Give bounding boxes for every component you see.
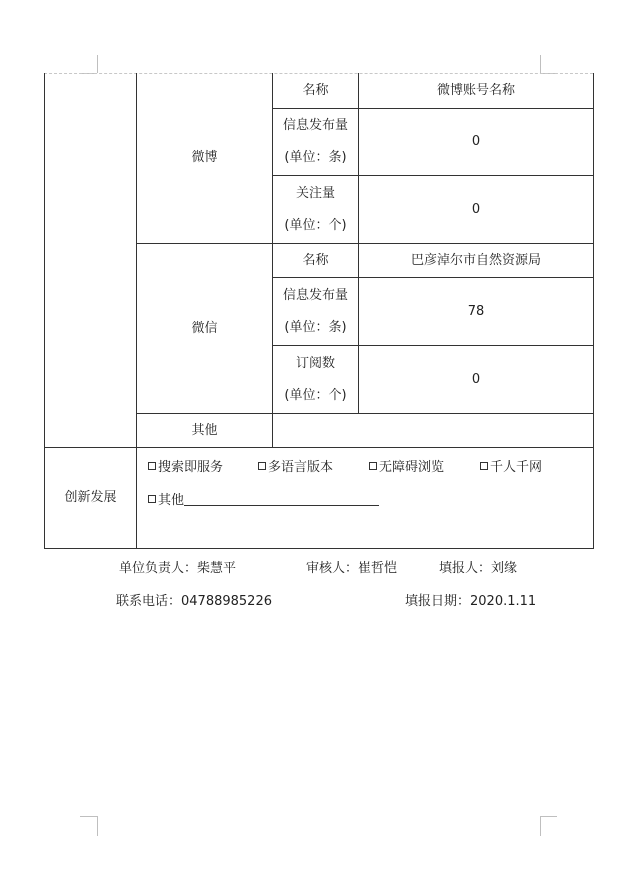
- option-other[interactable]: 其他: [148, 489, 379, 508]
- checkbox-icon: [258, 462, 266, 470]
- weibo-followers-header: 关注量 (单位：个): [272, 175, 359, 244]
- weibo-name-value: 微博账号名称: [358, 73, 594, 109]
- wechat-subscribers-value: 0: [358, 345, 594, 414]
- fill-date: 填报日期：2020.1.11: [405, 594, 537, 609]
- option-multilingual[interactable]: 多语言版本: [258, 456, 333, 475]
- option-accessible-browsing[interactable]: 无障碍浏览: [369, 456, 444, 475]
- checkbox-icon: [148, 462, 156, 470]
- weibo-name-header: 名称: [272, 73, 359, 109]
- other-label-cell: 其他: [136, 413, 273, 448]
- crop-mark-top-left: [97, 55, 98, 73]
- weibo-posts-value: 0: [358, 108, 594, 176]
- crop-mark-bottom-left-h: [80, 816, 97, 817]
- wechat-label: 微信: [191, 320, 218, 336]
- crop-mark-bottom-right-h: [540, 816, 557, 817]
- wechat-name-value: 巴彦淖尔市自然资源局: [358, 243, 594, 278]
- weibo-posts-header: 信息发布量 (单位：条): [272, 108, 359, 176]
- wechat-name-header: 名称: [272, 243, 359, 278]
- filler: 填报人：刘缘: [439, 561, 518, 576]
- weibo-followers-value: 0: [358, 175, 594, 244]
- option-thousand-sites[interactable]: 千人千网: [480, 456, 542, 475]
- crop-mark-bottom-right: [540, 816, 541, 836]
- left-category-cell: [44, 73, 137, 448]
- checkbox-icon: [369, 462, 377, 470]
- wechat-posts-header: 信息发布量 (单位：条): [272, 277, 359, 346]
- other-fill-line: [184, 493, 379, 506]
- other-value-cell: [272, 413, 594, 448]
- checkbox-icon: [148, 495, 156, 503]
- weibo-label: 微博: [191, 150, 218, 165]
- contact-phone: 联系电话：04788985226: [116, 594, 272, 609]
- wechat-label-cell: [136, 243, 273, 414]
- wechat-posts-value: 78: [358, 277, 594, 346]
- checkbox-icon: [480, 462, 488, 470]
- wechat-subscribers-header: 订阅数 (单位：个): [272, 345, 359, 414]
- responsible-person: 单位负责人：柴慧平: [119, 561, 237, 576]
- option-search-service[interactable]: 搜索即服务: [148, 456, 223, 475]
- crop-mark-top-right: [540, 55, 541, 73]
- reviewer: 审核人：崔哲恺: [306, 561, 398, 576]
- innovation-label-cell: 创新发展: [44, 447, 137, 549]
- crop-mark-bottom-left: [97, 816, 98, 836]
- weibo-label-cell: [136, 73, 273, 244]
